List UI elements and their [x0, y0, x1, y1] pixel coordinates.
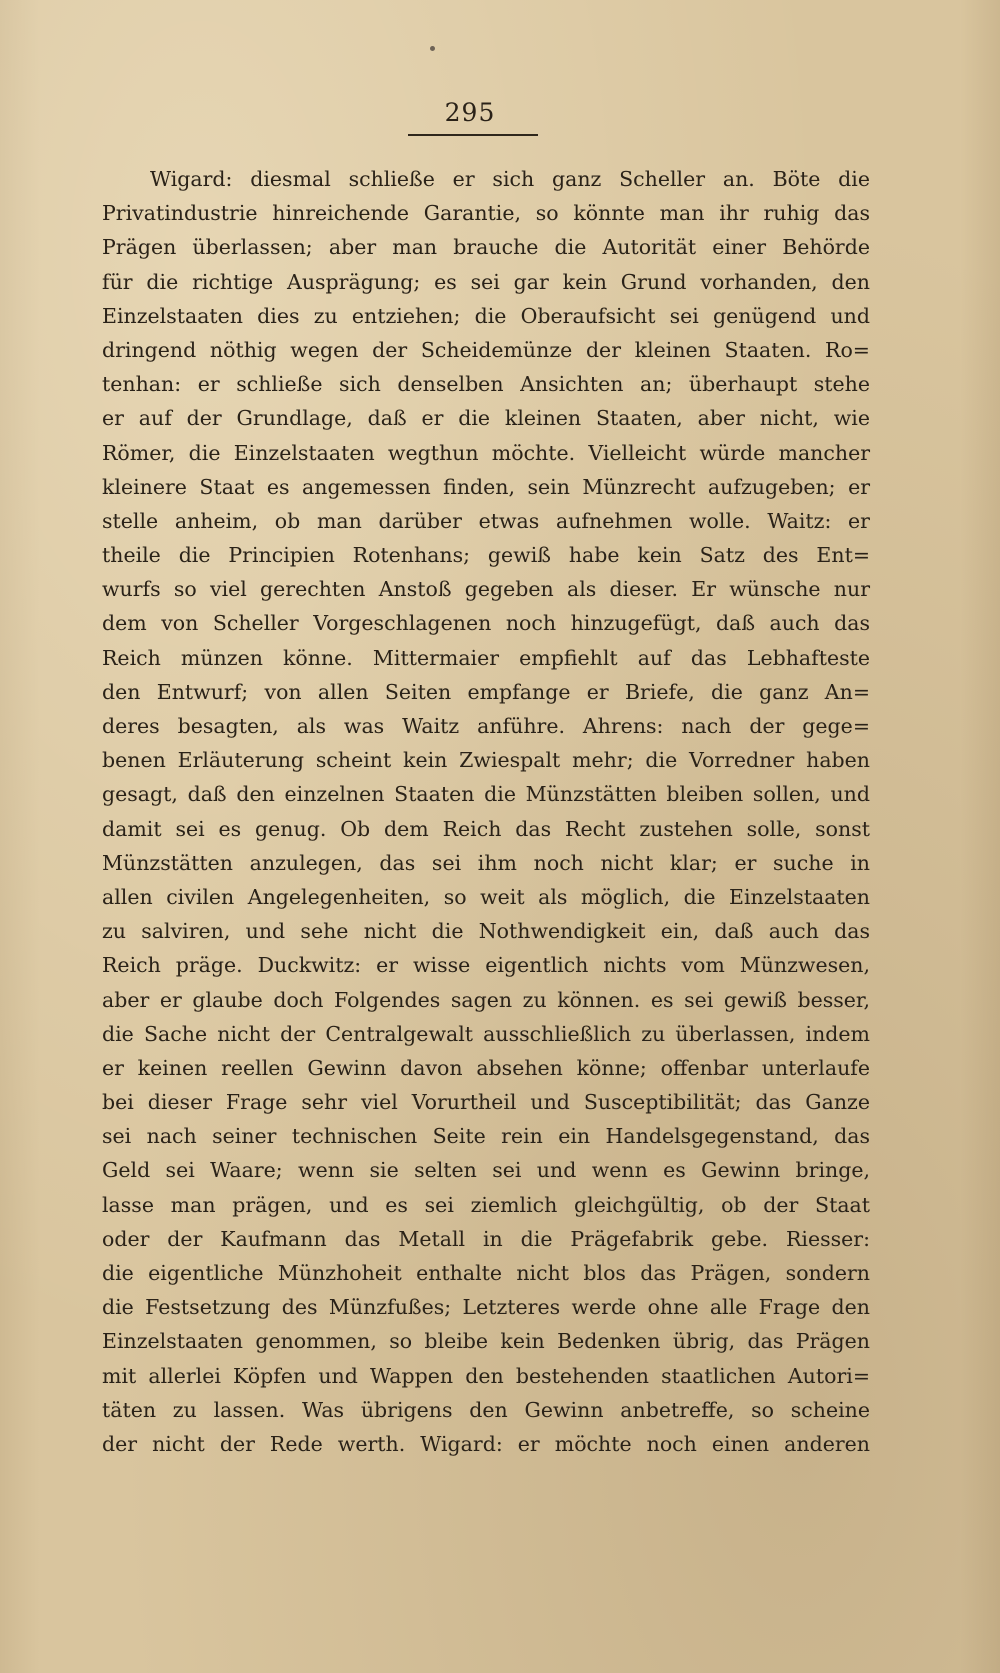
- paper-speck: [430, 46, 435, 51]
- text-line: bei dieser Frage sehr viel Vorurtheil und Susceptibilität; das Ganze: [102, 1090, 870, 1115]
- text-line: Geld sei Waare; wenn sie selten sei und wenn es Gewinn bringe,: [102, 1158, 870, 1183]
- text-line: Römer, die Einzelstaaten wegthun möchte. Vielleicht würde mancher: [102, 440, 870, 465]
- text-line: tenhan: er schließe sich denselben Ansichten an; überhaupt stehe: [102, 372, 870, 397]
- text-line: Privatindustrie hinreichende Garantie, so könnte man ihr ruhig das: [102, 201, 870, 226]
- text-line: wurfs so viel gerechten Anstoß gegeben als dieser. Er wünsche nur: [102, 577, 870, 602]
- text-line: theile die Principien Rotenhans; gewiß habe kein Satz des Ent=: [102, 543, 870, 568]
- text-line: mit allerlei Köpfen und Wappen den bestehenden staatlichen Autori=: [102, 1363, 870, 1388]
- text-line: sei nach seiner technischen Seite rein ein Handelsgegenstand, das: [102, 1124, 870, 1149]
- text-line: kleinere Staat es angemessen finden, sein Münzrecht aufzugeben; er: [102, 474, 870, 499]
- text-line: für die richtige Ausprägung; es sei gar kein Grund vorhanden, den: [102, 269, 870, 294]
- text-line: Einzelstaaten genommen, so bleibe kein Bedenken übrig, das Prägen: [102, 1329, 870, 1354]
- page-number: 295: [444, 98, 496, 127]
- text-line: Wigard: diesmal schließe er sich ganz Scheller an. Böte die: [150, 167, 870, 191]
- text-line: die Sache nicht der Centralgewalt ausschließlich zu überlassen, indem: [102, 1021, 870, 1046]
- text-line: gesagt, daß den einzelnen Staaten die Münzstätten bleiben sollen, und: [102, 782, 870, 807]
- text-line: stelle anheim, ob man darüber etwas aufnehmen wolle. Waitz: er: [102, 508, 870, 533]
- text-line: dem von Scheller Vorgeschlagenen noch hinzugefügt, daß auch das: [102, 611, 870, 636]
- text-line: die Festsetzung des Münzfußes; Letzteres werde ohne alle Frage den: [102, 1295, 870, 1320]
- text-line: Reich präge. Duckwitz: er wisse eigentlich nichts vom Münzwesen,: [102, 953, 870, 978]
- text-line: allen civilen Angelegenheiten, so weit als möglich, die Einzelstaaten: [102, 884, 870, 909]
- text-line: lasse man prägen, und es sei ziemlich gleichgültig, ob der Staat: [102, 1192, 870, 1217]
- text-line: Münzstätten anzulegen, das sei ihm noch nicht klar; er suche in: [102, 850, 870, 875]
- text-line: benen Erläuterung scheint kein Zwiespalt mehr; die Vorredner haben: [102, 748, 870, 773]
- text-line: oder der Kaufmann das Metall in die Prägefabrik gebe. Riesser:: [102, 1226, 870, 1251]
- text-line: er keinen reellen Gewinn davon absehen könne; offenbar unterlaufe: [102, 1055, 870, 1080]
- text-line: die eigentliche Münzhoheit enthalte nicht blos das Prägen, sondern: [102, 1261, 870, 1285]
- text-line: zu salviren, und sehe nicht die Nothwendigkeit ein, daß auch das: [102, 919, 870, 944]
- text-line: aber er glaube doch Folgendes sagen zu können. es sei gewiß besser,: [102, 987, 870, 1012]
- text-line: Einzelstaaten dies zu entziehen; die Oberaufsicht sei genügend und: [102, 303, 870, 328]
- header-rule: [408, 134, 538, 136]
- text-line: der nicht der Rede werth. Wigard: er möchte noch einen anderen: [102, 1431, 870, 1456]
- text-line: er auf der Grundlage, daß er die kleinen Staaten, aber nicht, wie: [102, 406, 870, 431]
- text-line: den Entwurf; von allen Seiten empfange er Briefe, die ganz An=: [102, 679, 870, 704]
- text-line: dringend nöthig wegen der Scheidemünze der kleinen Staaten. Ro=: [102, 337, 870, 362]
- text-line: täten zu lassen. Was übrigens den Gewinn anbetreffe, so scheine: [102, 1397, 870, 1422]
- text-line: damit sei es genug. Ob dem Reich das Recht zustehen solle, sonst: [102, 816, 870, 841]
- text-line: deres besagten, als was Waitz anführe. Ahrens: nach der gege=: [102, 714, 870, 738]
- body-text: [102, 162, 870, 1461]
- text-line: Prägen überlassen; aber man brauche die Autorität einer Behörde: [102, 235, 870, 260]
- text-line: Reich münzen könne. Mittermaier empfiehlt auf das Lebhafteste: [102, 645, 870, 670]
